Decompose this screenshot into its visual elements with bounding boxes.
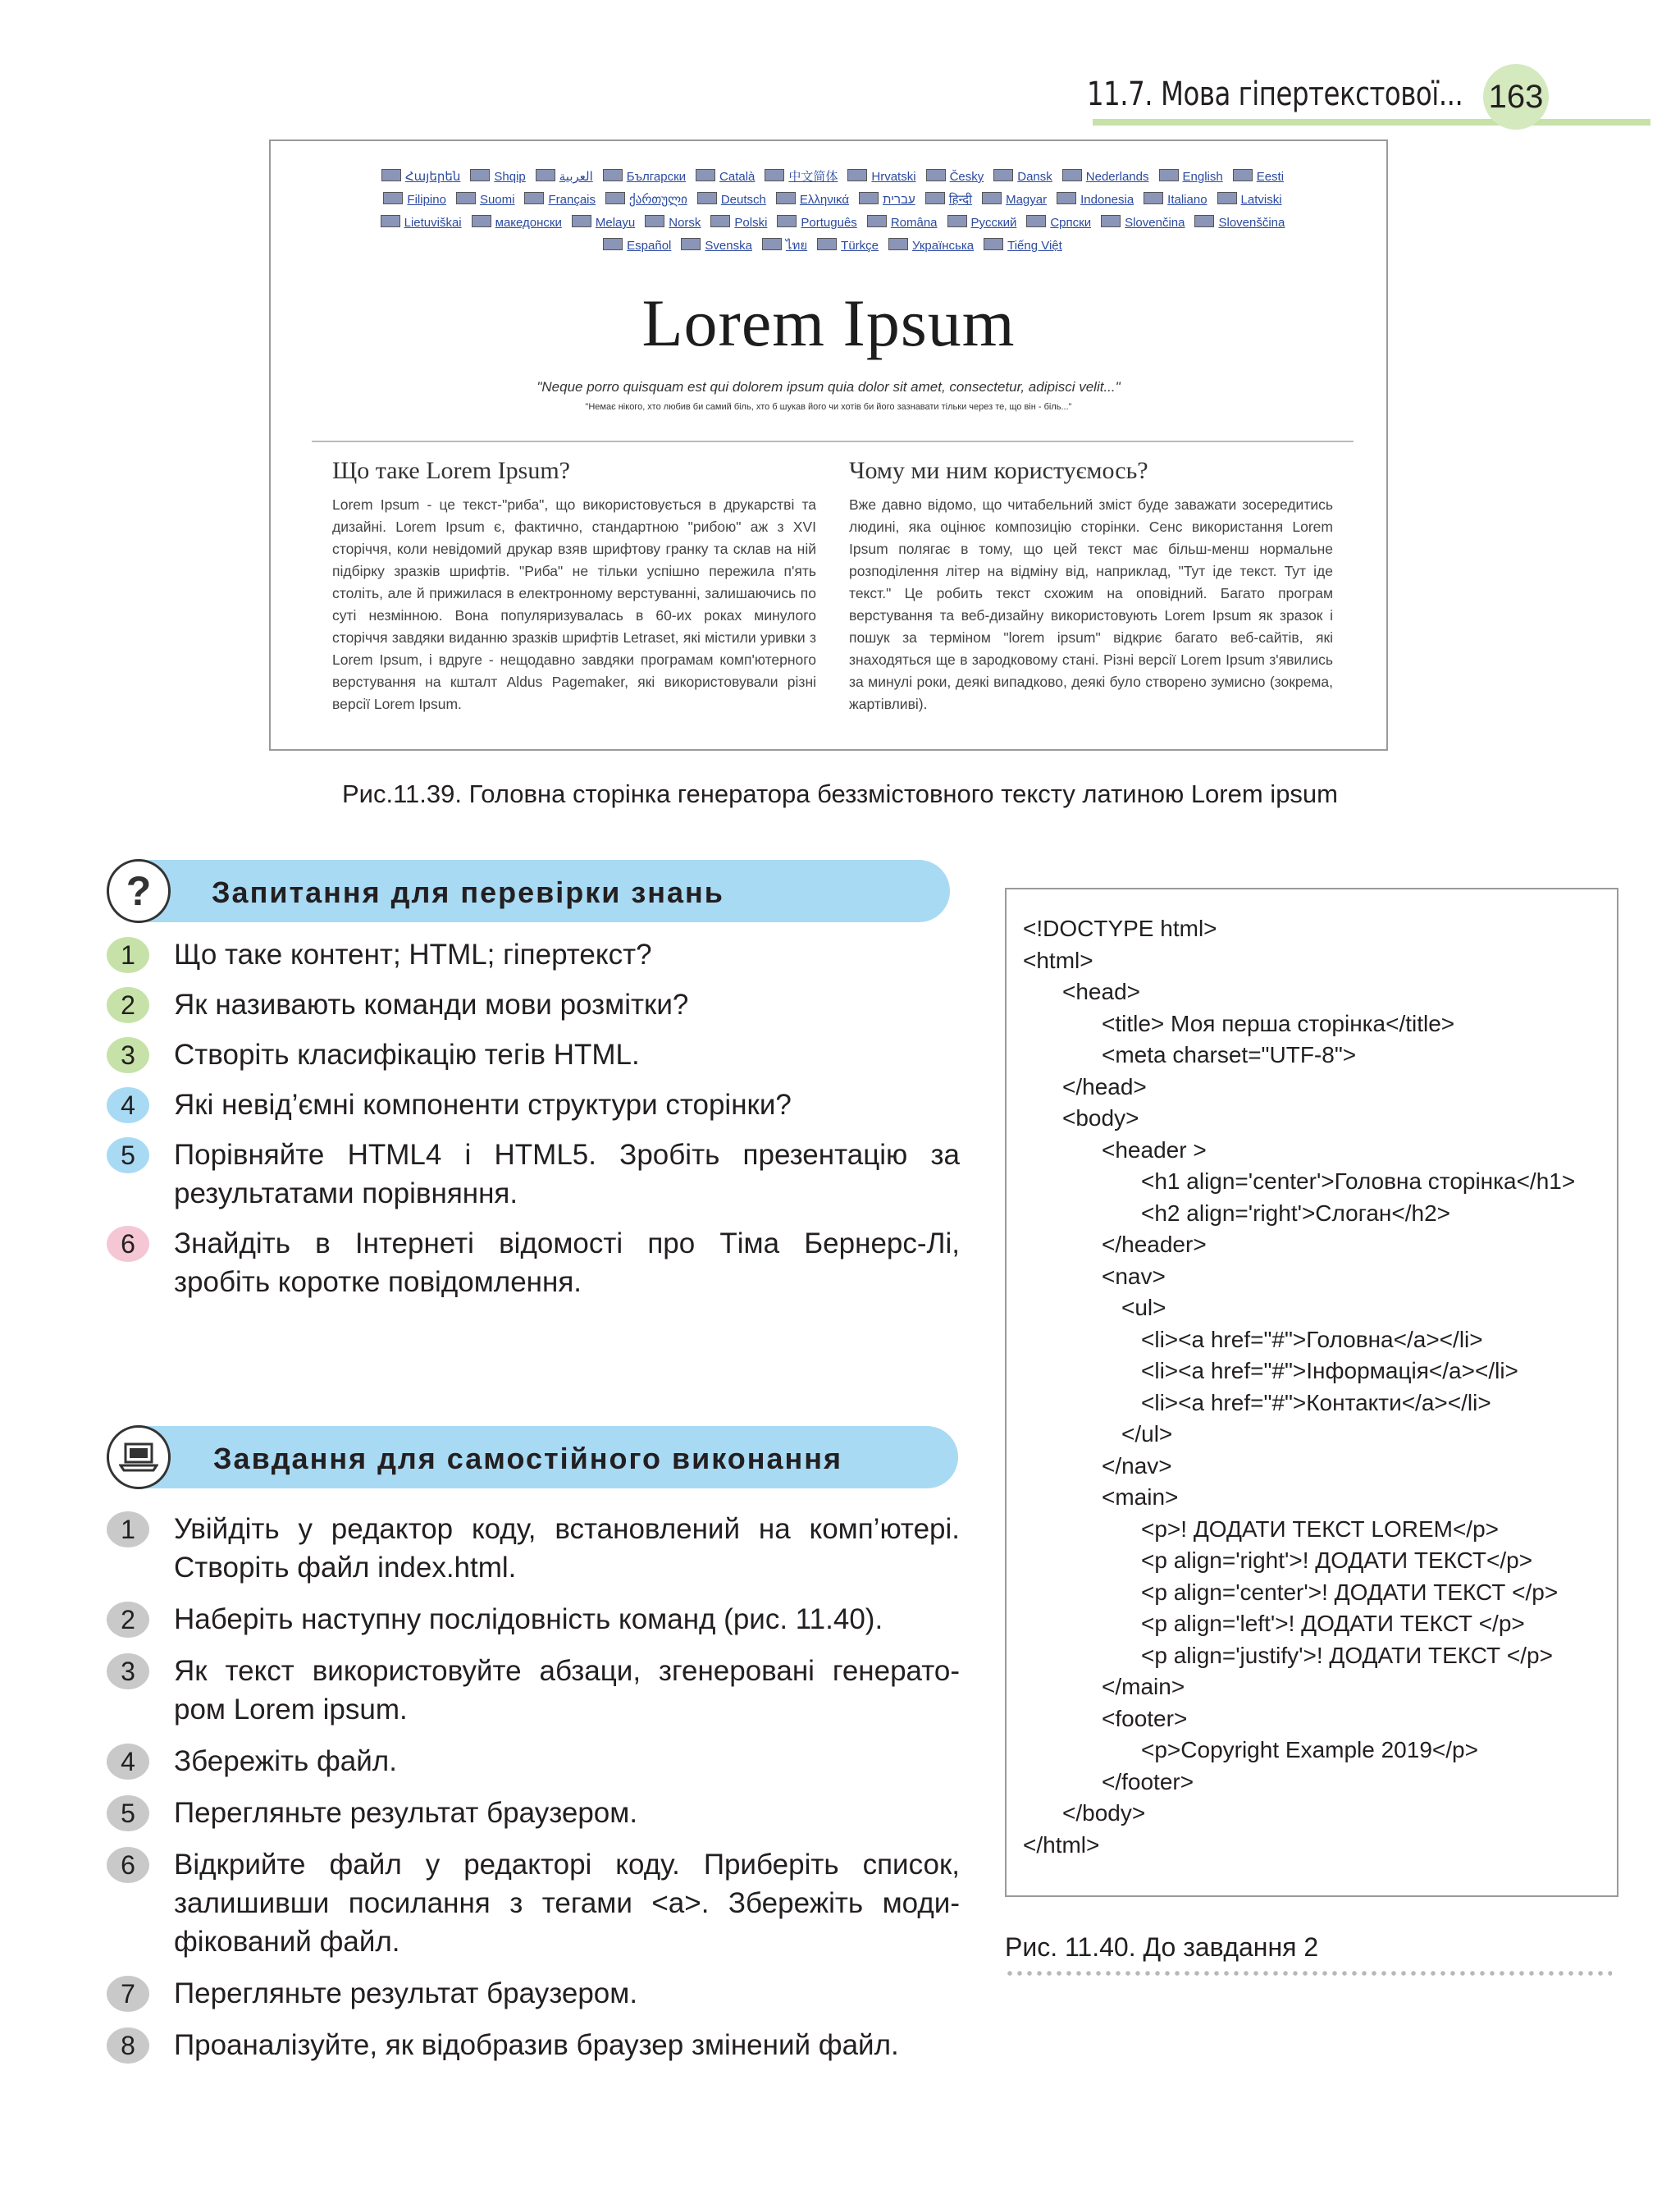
language-link[interactable]: Româna — [867, 212, 938, 235]
code-line: <html> — [1023, 947, 1093, 973]
language-link[interactable]: Hrvatski — [847, 166, 915, 189]
language-link[interactable]: Українська — [888, 235, 974, 258]
language-link[interactable]: Polski — [710, 212, 767, 235]
language-link[interactable]: Indonesia — [1057, 189, 1134, 212]
list-item — [107, 1845, 960, 1961]
code-line: <title> Моя перша сторінка</title> — [1102, 1010, 1455, 1036]
language-link[interactable]: Česky — [926, 166, 984, 189]
code-line: <ul> — [1121, 1295, 1166, 1320]
language-link[interactable]: Српски — [1026, 212, 1091, 235]
item-number: 8 — [107, 2027, 149, 2064]
item-number: 5 — [107, 1137, 149, 1173]
language-link[interactable]: עברית — [859, 189, 915, 212]
item-number: 1 — [107, 937, 149, 973]
code-line: <h1 align='center'>Головна сторінка</h1> — [1141, 1168, 1576, 1194]
code-line: </ul> — [1121, 1421, 1173, 1447]
item-number: 1 — [107, 1511, 149, 1547]
list-item — [107, 1224, 960, 1301]
item-text: Перегляньте результат браузером. — [174, 1797, 638, 1829]
language-link[interactable]: Português — [777, 212, 856, 235]
language-link[interactable]: Slovenščina — [1194, 212, 1285, 235]
questions-title: Запитання для перевірки знань — [212, 875, 724, 909]
item-text: Знайдіть в Інтернеті відомості про Тіма Бернерс-Лі, зробіть коротке повідомлення. — [174, 1227, 960, 1298]
list-item — [107, 1742, 960, 1780]
code-line: <p>! ДОДАТИ ТЕКСТ LOREM</p> — [1141, 1515, 1499, 1542]
language-link[interactable]: Dansk — [993, 166, 1052, 189]
code-line: </html> — [1023, 1831, 1100, 1858]
list-item — [107, 1086, 960, 1124]
item-number: 6 — [107, 1226, 149, 1262]
code-line: <footer> — [1102, 1705, 1188, 1731]
list-item — [107, 1136, 960, 1213]
divider — [312, 441, 1354, 442]
language-link[interactable]: العربية — [536, 166, 593, 189]
item-text: Перегляньте результат браузером. — [174, 1977, 638, 2009]
computer-icon — [107, 1425, 171, 1489]
code-listing — [1005, 888, 1618, 1897]
dotted-rule — [1005, 1971, 1612, 1976]
code-line: <li><a href="#">Головна</a></li> — [1141, 1326, 1483, 1352]
code-line: <p align='justify'>! ДОДАТИ ТЕКСТ </p> — [1141, 1642, 1553, 1668]
lorem-ipsum-screenshot — [269, 139, 1388, 751]
questions-banner — [138, 860, 950, 922]
code-line: <meta charset="UTF-8"> — [1102, 1042, 1357, 1067]
code-line: <p align='center'>! ДОДАТИ ТЕКСТ </p> — [1141, 1579, 1559, 1605]
list-item — [107, 1510, 960, 1587]
code-line: <main> — [1102, 1484, 1179, 1510]
list-item — [107, 1652, 960, 1729]
list-item — [107, 1035, 960, 1074]
item-number: 3 — [107, 1653, 149, 1689]
language-link[interactable]: Svenska — [681, 235, 752, 258]
item-number: 6 — [107, 1847, 149, 1883]
language-link[interactable]: Català — [696, 166, 755, 189]
lorem-quote-latin: "Neque porro quisquam est qui dolorem ipsum quia dolor sit amet, consectetur, adipisci velit..." — [536, 379, 1121, 395]
tasks-banner — [138, 1426, 958, 1488]
code-line: <!DOCTYPE html> — [1023, 916, 1217, 941]
list-item — [107, 1794, 960, 1832]
item-text: Відкрийте файл у редакторі коду. Приберіть список, залишивши посилання з тегами <a>. Збережіть моди-фікований файл. — [174, 1849, 960, 1958]
language-link[interactable]: Eesti — [1233, 166, 1284, 189]
language-row-4 — [328, 235, 1337, 258]
list-item — [107, 2026, 960, 2064]
list-item — [107, 1600, 960, 1639]
code-line: <body> — [1062, 1105, 1139, 1131]
item-text: Які невід’ємні компоненти структури сторінки? — [174, 1089, 792, 1121]
language-link[interactable]: English — [1159, 166, 1223, 189]
language-link[interactable]: Español — [603, 235, 671, 258]
item-text: Порівняйте HTML4 і HTML5. Зробіть презентацію за результатами порівняння. — [174, 1139, 960, 1209]
language-link[interactable]: македонски — [472, 212, 562, 235]
list-item — [107, 985, 960, 1024]
language-link[interactable]: Lietuviškai — [381, 212, 462, 235]
code-line: </nav> — [1102, 1452, 1172, 1479]
language-link[interactable]: Norsk — [645, 212, 701, 235]
right-column-text: Вже давно відомо, що читабельний зміст буде заважати зосередитись людині, яка оцінює композицію сторінки. Сенс використання Lorem Ipsum полягає в тому, що цей текст має більш-менш нормальне розподілення літер на відміну від, наприклад, "Тут іде текст. Тут іде текст." Це робить текст схожим на оповідний. Багато програм верстування та веб-дизайну використовують Lorem Ipsum як зразок і пошук за терміном "lorem ipsum" відкриє багато веб-сайтів, які знаходяться ще в зародковому стані. Різні версії Lorem Ipsum з'явились за минулі роки, деякі випадково, деякі було створено зумисно (зокрема, жартівливі). — [849, 496, 1333, 712]
code-line: </body> — [1062, 1800, 1146, 1826]
item-text: Проаналізуйте, як відобразив браузер змінений файл. — [174, 2029, 899, 2061]
list-item — [107, 935, 960, 974]
tasks-title: Завдання для самостійного виконання — [213, 1442, 843, 1475]
code-line: <header > — [1102, 1136, 1207, 1163]
item-number: 4 — [107, 1744, 149, 1780]
language-link[interactable]: Magyar — [982, 189, 1047, 212]
language-row-1 — [328, 166, 1337, 189]
language-link[interactable]: Italiano — [1144, 189, 1207, 212]
tasks-list — [107, 1510, 960, 2064]
language-links — [328, 166, 1337, 258]
left-column-heading: Що таке Lorem Ipsum? — [332, 457, 570, 484]
question-mark-icon: ? — [107, 859, 171, 923]
language-link[interactable]: Deutsch — [697, 189, 766, 212]
code-line: <p align='right'>! ДОДАТИ ТЕКСТ</p> — [1141, 1547, 1533, 1573]
code-line: <p align='left'>! ДОДАТИ ТЕКСТ </p> — [1141, 1611, 1525, 1636]
language-link[interactable]: हिन्दी — [925, 189, 972, 212]
code-line: <p>Copyright Example 2019</p> — [1141, 1737, 1478, 1762]
language-link[interactable]: Türkçe — [817, 235, 879, 258]
list-item — [107, 1974, 960, 2013]
code-line: <nav> — [1102, 1263, 1166, 1289]
language-link[interactable]: ไทย — [762, 235, 807, 258]
item-number: 4 — [107, 1087, 149, 1123]
code-line: </head> — [1062, 1073, 1147, 1099]
language-link[interactable]: Հայերեն — [381, 166, 460, 189]
left-column-text: Lorem Ipsum - це текст-"риба", що використовується в друкарстві та дизайні. Lorem Ipsum є, фактично, стандартною "рибою" аж з XVI сторіччя, коли невідомий друкар взяв шрифтову гранку та склав на ній підбірку зразків шрифтів. "Риба" не тільки успішно пережила п'ять століть, але й прижилася в електронному верстуванні, залишаючись по суті незмінною. Вона популяризувалась в 60-их роках минулого сторіччя завдяки виданню зразків шрифтів Letraset, які містили уривки з Lorem Ipsum, і вдруге - нещодавно завдяки програмам комп'ютерного верстування на кшталт Aldus Pagemaker, які використовували різні версії Lorem Ipsum. — [332, 496, 816, 712]
language-link[interactable]: Slovenčina — [1101, 212, 1185, 235]
item-text: Що таке контент; HTML; гіпертекст? — [174, 939, 652, 971]
questions-list — [107, 935, 960, 1301]
item-text: Наберіть наступну послідовність команд (рис. 11.40). — [174, 1603, 883, 1635]
code-line: <head> — [1062, 979, 1140, 1004]
running-title: 11.7. Мова гіпертекстової... — [1087, 75, 1463, 113]
language-row-3 — [328, 212, 1337, 235]
language-link[interactable]: Shqip — [470, 166, 525, 189]
language-link[interactable]: Nederlands — [1062, 166, 1149, 189]
item-number: 2 — [107, 1602, 149, 1638]
code-line: <li><a href="#">Контакти</a></li> — [1141, 1389, 1491, 1415]
item-number: 3 — [107, 1037, 149, 1073]
lorem-quote-translation: "Немає нікого, хто любив би самий біль, хто б шукав його чи хотів би його зазнавати тільки через те, що він - біль..." — [585, 402, 1072, 412]
language-link[interactable]: Filipino — [383, 189, 446, 212]
code-line: <h2 align='right'>Слоган</h2> — [1141, 1200, 1451, 1226]
page-number: 163 — [1483, 64, 1549, 130]
item-number: 7 — [107, 1976, 149, 2012]
right-column-heading: Чому ми ним користуємось? — [849, 457, 1148, 484]
item-number: 2 — [107, 987, 149, 1023]
language-link[interactable]: ქართული — [605, 189, 687, 212]
language-link[interactable]: 中文简体 — [765, 166, 838, 189]
language-link[interactable]: Suomi — [456, 189, 515, 212]
item-text: Збережіть файл. — [174, 1745, 397, 1777]
item-text: Як називають команди мови розмітки? — [174, 989, 689, 1021]
language-link[interactable]: Français — [524, 189, 596, 212]
code-line: <li><a href="#">Інформація</a></li> — [1141, 1358, 1518, 1383]
code-line: </footer> — [1102, 1768, 1194, 1794]
code-line: </main> — [1102, 1674, 1185, 1699]
lorem-title: Lorem Ipsum — [641, 286, 1016, 360]
figure-caption-11-39: Рис.11.39. Головна сторінка генератора беззмістовного тексту латиною Lorem ipsum — [341, 779, 1338, 808]
header-rule — [1093, 119, 1650, 126]
language-link[interactable]: Ελληνικά — [776, 189, 849, 212]
item-number: 5 — [107, 1795, 149, 1831]
language-link[interactable]: Latviski — [1217, 189, 1282, 212]
language-link[interactable]: Tiếng Việt — [984, 235, 1062, 258]
item-text: Як текст використовуйте абзаци, згенеровані генерато-ром Lorem ipsum. — [174, 1655, 960, 1726]
figure-caption-11-40: Рис. 11.40. До завдання 2 — [1005, 1932, 1319, 1962]
language-row-2 — [328, 189, 1337, 212]
item-text: Створіть класифікацію тегів HTML. — [174, 1039, 640, 1071]
item-text: Увійдіть у редактор коду, встановлений на комп’ютері. Створіть файл index.html. — [174, 1513, 960, 1584]
code-line: </header> — [1102, 1232, 1207, 1257]
language-link[interactable]: Melayu — [572, 212, 635, 235]
language-link[interactable]: Pyccкий — [947, 212, 1017, 235]
language-link[interactable]: Български — [603, 166, 686, 189]
